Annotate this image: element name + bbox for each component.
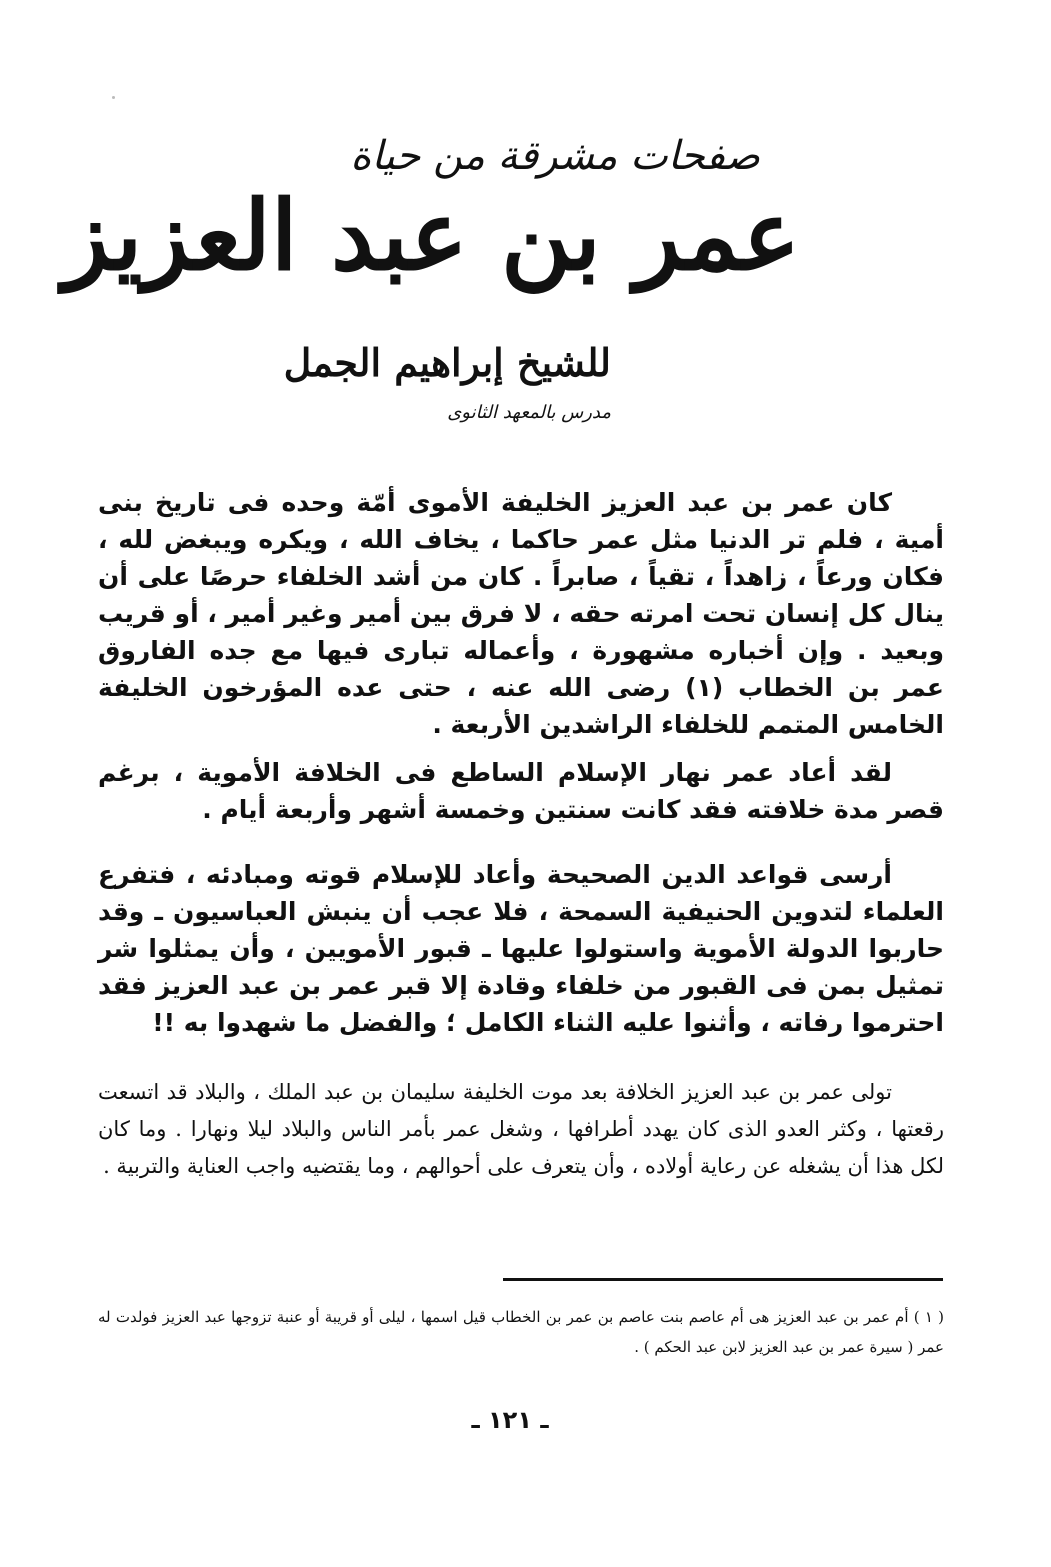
title-main: عمر بن عبد العزيز (62, 179, 800, 292)
author-role: مدرس بالمعهد الثانوى (447, 402, 611, 423)
author-name: للشيخ إبراهيم الجمل (283, 340, 611, 385)
footnote-divider (503, 1278, 943, 1281)
paragraph-foundations: أرسى قواعد الدين الصحيحة وأعاد للإسلام قوته ومبادئه ، فتفرع العلماء لتدوين الحنيفية السمحة ، فلا عجب أن ينبش العباسيون ـ وقد حاربوا الدولة الأموية واستولوا عليها ـ قبور الأمويين ، وأن يمثلوا شر تمثيل بمن فى القبور من خلفاء وقادة إلا قبر عمر بن عبد العزيز فقد احترموا رفاته ، وأثنوا عليه الثناء الكامل ؛ والفضل ما شهدوا به !! (98, 860, 944, 1037)
title-subtitle: صفحات مشرقة من حياة (350, 133, 760, 179)
footnote: ( ١ ) أم عمر بن عبد العزيز هى أم عاصم بنت عاصم بن عمر بن الخطاب قيل اسمها ، ليلى أو قريبة أو عنبة تزوجها عبد العزيز فولدت له عمر ( سيرة عمر بن عبد العزيز لابن عبد الحكم ) . (98, 1308, 944, 1356)
calligraphic-title (62, 128, 820, 318)
scan-speck (112, 96, 115, 99)
paragraph-intro: كان عمر بن عبد العزيز الخليفة الأموى أمّة وحده فى تاريخ بنى أمية ، فلم تر الدنيا مثل عمر حاكما ، يخاف الله ، ويكره ويبغض لله ، فكان ورعاً ، زاهداً ، تقياً ، صابراً . كان من أشد الخلفاء حرصًا على أن ينال كل إنسان تحت امرته حقه ، لا فرق بين أمير وغير أمير ، أو قريب وبعيد . وإن أخباره مشهورة ، وأعماله تبارى فيها مع جده الفاروق عمر بن الخطاب (١) رضى الله عنه ، حتى عده المؤرخون الخليفة الخامس المتمم للخلفاء الراشدين الأربعة . (98, 488, 944, 739)
paragraph-caliphate: لقد أعاد عمر نهار الإسلام الساطع فى الخلافة الأموية ، برغم قصر مدة خلافته فقد كانت سنتين وخمسة أشهر وأربعة أيام . (98, 758, 944, 824)
paragraph-succession: تولى عمر بن عبد العزيز الخلافة بعد موت الخليفة سليمان بن عبد الملك ، والبلاد قد اتسعت رقعتها ، وكثر العدو الذى كان يهدد أطرافها ، وشغل عمر بأمر الناس والبلاد ليلا ونهارا . وما كان لكل هذا أن يشغله عن رعاية أولاده ، وأن يتعرف على أحوالهم ، وما يقتضيه واجب العناية والتربية . (98, 1080, 944, 1178)
page-number: ـ ١٢١ ـ (471, 1406, 549, 1434)
